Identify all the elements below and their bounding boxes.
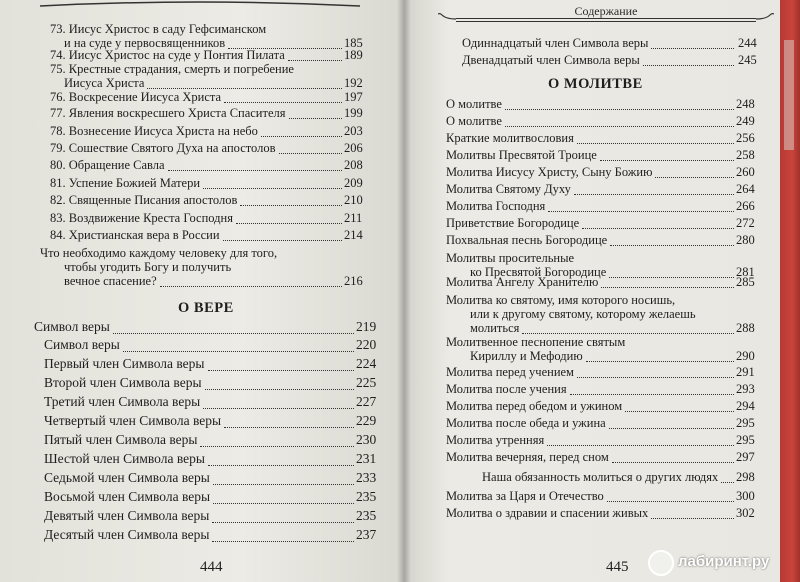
toc-entry-line: Молитвенное песнопение святым — [446, 335, 626, 349]
book-gutter — [397, 0, 411, 582]
creed-entry: Первый член Символа веры — [44, 356, 205, 371]
creed-entry: Пятый член Символа веры — [44, 432, 198, 447]
dot-leader — [288, 59, 342, 61]
dot-leader — [208, 369, 354, 371]
toc-entry-line: Молитва ко святому, имя которого носишь, — [446, 293, 676, 307]
toc-entry-line: Молитва Святому Духу — [446, 182, 571, 196]
creed-entry: Одиннадцатый член Символа веры — [462, 36, 649, 50]
toc-entry-line: 81. Успение Божией Матери — [50, 176, 201, 190]
page-ref: 211 — [344, 211, 363, 225]
dot-leader — [203, 407, 354, 409]
page-ref: 291 — [736, 365, 755, 379]
toc-entry-line: О молитве — [446, 97, 502, 111]
dot-leader — [223, 239, 342, 241]
dot-leader — [236, 222, 342, 224]
page-ref: 288 — [736, 321, 755, 335]
page-ref: 285 — [736, 275, 755, 289]
page-ref: 209 — [344, 176, 363, 190]
page-ref: 230 — [356, 432, 377, 447]
toc-entry-line: молиться — [470, 321, 520, 335]
toc-entry-line: Что необходимо каждому человеку для того, — [40, 246, 278, 260]
creed-entry: Четвертый член Символа веры — [44, 413, 222, 428]
page-number-right: 445 — [606, 559, 629, 575]
dot-leader — [577, 142, 734, 144]
dot-leader — [261, 135, 342, 137]
creed-entry: Девятый член Символа веры — [44, 508, 210, 523]
creed-entry: Второй член Символа веры — [44, 375, 202, 390]
toc-entry-line: 84. Христианская вера в России — [50, 228, 220, 242]
toc-entry-line: Молитвы просительные — [446, 251, 575, 265]
dot-leader — [582, 227, 734, 229]
dot-leader — [586, 360, 734, 362]
dot-leader — [147, 87, 342, 89]
page-ref: 245 — [738, 53, 757, 67]
dot-leader — [522, 332, 734, 334]
creed-entry: Десятый член Символа веры — [44, 527, 210, 542]
watermark — [648, 550, 788, 576]
page-ref: 260 — [736, 165, 755, 179]
dot-leader — [612, 461, 734, 463]
page-ref: 280 — [736, 233, 755, 247]
page-ref: 295 — [736, 433, 755, 447]
page-ref: 300 — [736, 489, 755, 503]
page-ref: 297 — [736, 450, 755, 464]
dot-leader — [224, 426, 354, 428]
page-ref: 208 — [344, 158, 363, 172]
page-ref: 258 — [736, 148, 755, 162]
toc-entry-line: Молитва Иисусу Христу, Сыну Божию — [446, 165, 653, 179]
toc-entry-line: 79. Сошествие Святого Духа на апостолов — [50, 141, 276, 155]
creed-entry: Шестой член Символа веры — [44, 451, 205, 466]
page-ref: 210 — [344, 193, 363, 207]
page-ref: 237 — [356, 527, 377, 542]
dot-leader — [625, 410, 734, 412]
running-head-rule — [456, 18, 756, 22]
dot-leader — [505, 108, 734, 110]
toc-entry-line: 80. Обращение Савла — [50, 158, 165, 172]
dot-leader — [289, 117, 342, 119]
toc-entry-line: Молитва перед обедом и ужином — [446, 399, 623, 413]
toc-entry-line: 78. Вознесение Иисуса Христа на небо — [50, 124, 258, 138]
creed-entry: Двенадцатый член Символа веры — [462, 53, 640, 67]
dot-leader — [200, 445, 354, 447]
creed-entry: Третий член Символа веры — [44, 394, 201, 409]
toc-entry-line: 83. Воздвижение Креста Господня — [50, 211, 233, 225]
toc-entry-line: 74. Иисус Христос на суде у Понтия Пилата — [50, 48, 285, 62]
dot-leader — [548, 210, 734, 212]
page-ref: 266 — [736, 199, 755, 213]
dot-leader — [205, 388, 354, 390]
dot-leader — [610, 244, 734, 246]
toc-entry-line: Молитва перед учением — [446, 365, 574, 379]
running-head-title: Содержание — [574, 4, 638, 18]
dot-leader — [609, 427, 734, 429]
dot-leader — [574, 193, 734, 195]
toc-entry-line: Кириллу и Мефодию — [470, 349, 583, 363]
page-ref: 229 — [356, 413, 377, 428]
toc-entry-line: Молитва Ангелу Хранителю — [446, 275, 599, 289]
page-ref: 214 — [344, 228, 363, 242]
dot-leader — [651, 47, 734, 49]
toc-entry-line: 75. Крестные страдания, смерть и погребение — [50, 62, 294, 76]
dot-leader — [643, 64, 734, 66]
dot-leader — [213, 502, 354, 504]
toc-entry-line: Молитвы Пресвятой Троице — [446, 148, 597, 162]
page-ref: 231 — [356, 451, 377, 466]
toc-entry-line: Краткие молитвословия — [446, 131, 574, 145]
section-title-faith: О ВЕРЕ — [178, 300, 234, 316]
toc-entry-line: 73. Иисус Христос в саду Гефсиманском — [50, 22, 267, 36]
creed-entry: Седьмой член Символа веры — [44, 470, 210, 485]
page-ref: 293 — [736, 382, 755, 396]
toc-entry-line: Молитва после обеда и ужина — [446, 416, 606, 430]
dot-leader — [240, 204, 342, 206]
toc-entry-line: Молитва за Царя и Отечество — [446, 489, 604, 503]
page-ref: 248 — [736, 97, 755, 111]
page-ref: 199 — [344, 106, 363, 120]
dot-leader — [224, 101, 342, 103]
dot-leader — [600, 159, 734, 161]
page-ref: 235 — [356, 508, 377, 523]
page-ref: 189 — [344, 48, 363, 62]
page-ref: 295 — [736, 416, 755, 430]
toc-entry-line: ко Пресвятой Богородице — [470, 265, 607, 279]
toc-entry-line: Похвальная песнь Богородице — [446, 233, 608, 247]
dot-leader — [168, 169, 342, 171]
toc-entry-line: чтобы угодить Богу и получить — [64, 260, 232, 274]
creed-entry: Восьмой член Символа веры — [44, 489, 211, 504]
creed-entry: Символ веры — [34, 319, 110, 334]
page-ref: 203 — [344, 124, 363, 138]
page-ref: 185 — [344, 36, 363, 50]
dot-leader — [203, 187, 342, 189]
page-ref: 206 — [344, 141, 363, 155]
toc-entry-line: вечное спасение? — [64, 274, 157, 288]
toc-entry-line: Молитва Господня — [446, 199, 546, 213]
running-head — [456, 0, 756, 24]
dot-leader — [212, 540, 354, 542]
page-ref: 233 — [356, 470, 377, 485]
toc-entry-line: и на суде у первосвященников — [64, 36, 226, 50]
dot-leader — [570, 393, 734, 395]
page-ref: 264 — [736, 182, 755, 196]
toc-entry-line: 76. Воскресение Иисуса Христа — [50, 90, 222, 104]
dot-leader — [279, 152, 342, 154]
toc-entry-line: Молитва после учения — [446, 382, 567, 396]
top-ornament — [40, 0, 360, 18]
dot-leader — [208, 464, 354, 466]
creed-entry: Символ веры — [44, 337, 120, 352]
page-ref: 227 — [356, 394, 377, 409]
section-title-prayer: О МОЛИТВЕ — [548, 76, 643, 92]
toc-entry-line: О молитве — [446, 114, 502, 128]
labirint-logo-icon — [648, 550, 674, 576]
page-ref: 197 — [344, 90, 363, 104]
toc-entry-line: Приветствие Богородице — [446, 216, 580, 230]
toc-entry-line: или к другому святому, которому желаешь — [470, 307, 696, 321]
dot-leader — [213, 483, 354, 485]
toc-entry-line: Молитва утренняя — [446, 433, 545, 447]
ornament-left-icon — [438, 12, 456, 24]
page-ref: 224 — [356, 356, 377, 371]
dot-leader — [607, 500, 734, 502]
page-ref: 216 — [344, 274, 363, 288]
toc-entry-line: 77. Явления воскресшего Христа Спасителя — [50, 106, 286, 120]
toc-entry-line: Молитва о здравии и спасении живых — [446, 506, 649, 520]
dot-leader — [123, 350, 354, 352]
dot-leader — [160, 285, 342, 287]
page-ref: 294 — [736, 399, 755, 413]
page-ref: 290 — [736, 349, 755, 363]
page-ref: 192 — [344, 76, 363, 90]
toc-entry-line: 82. Священные Писания апостолов — [50, 193, 238, 207]
ornament-right-icon — [756, 12, 774, 24]
page-ref: 219 — [356, 319, 377, 334]
watermark-text: лабиринт.ру — [678, 553, 770, 570]
page-ref: 235 — [356, 489, 377, 504]
dot-leader — [721, 481, 734, 483]
page-ref: 298 — [736, 470, 755, 484]
dot-leader — [547, 444, 734, 446]
dot-leader — [655, 176, 734, 178]
page-ref: 256 — [736, 131, 755, 145]
toc-entry-line: Молитва вечерняя, перед сном — [446, 450, 609, 464]
page-ref: 281 — [736, 265, 755, 279]
page-ref: 225 — [356, 375, 377, 390]
page-ref: 220 — [356, 337, 377, 352]
dot-leader — [577, 376, 734, 378]
page-ref: 272 — [736, 216, 755, 230]
page-ref: 244 — [738, 36, 757, 50]
toc-entry-line: Наша обязанность молиться о других людях — [482, 470, 719, 484]
dot-leader — [651, 517, 734, 519]
dot-leader — [212, 521, 354, 523]
dot-leader — [505, 125, 734, 127]
dot-leader — [601, 286, 734, 288]
toc-entry-line: Иисуса Христа — [64, 76, 145, 90]
dot-leader — [113, 332, 354, 334]
page-ref: 249 — [736, 114, 755, 128]
dot-leader — [609, 276, 734, 278]
cover-label — [784, 40, 794, 150]
page-ref: 302 — [736, 506, 755, 520]
page-number-left: 444 — [200, 559, 223, 575]
